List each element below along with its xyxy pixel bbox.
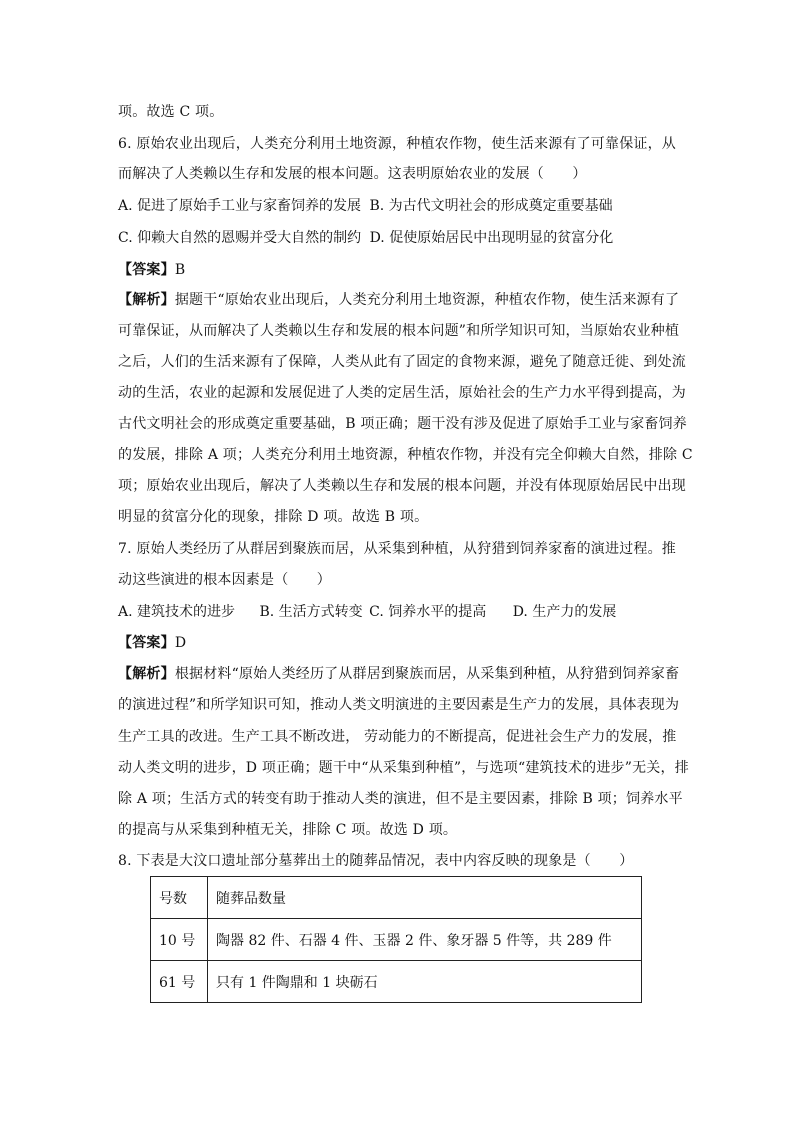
answer-line xyxy=(118,633,678,653)
option-c: C. 仰赖大自然的恩赐并受大自然的制约 xyxy=(118,230,362,246)
explanation-text: 根据材料“原始人类经历了从群居到聚族而居，从采集到种植，从狩猎到饲养家畜 xyxy=(174,666,680,682)
question-7-text: 动这些演进的根本因素是（ ） xyxy=(118,572,331,588)
question-7-options-row xyxy=(118,602,678,622)
explanation-line: 明显的贫富分化的现象，排除 D 项。故选 B 项。 xyxy=(118,509,429,525)
question-6-text: 6. 原始农业出现后，人类充分利用土地资源，种植农作物，使生活来源有了可靠保证，从 xyxy=(118,136,677,152)
table-row xyxy=(151,961,642,1003)
explanation-line: 之后，人们的生活来源有了保障，人类从此有了固定的食物来源，避免了随意迁徙、到处流 xyxy=(118,354,686,370)
explanation-line: 动人类文明的进步，D 项正确；题干中“从采集到种植”，与选项“建筑技术的进步”无关，排 xyxy=(118,760,689,776)
table-header-row xyxy=(151,877,642,919)
question-6-options-row-1 xyxy=(118,196,678,216)
answer-value: B xyxy=(174,262,186,278)
option-b: B. 为古代文明社会的形成奠定重要基础 xyxy=(369,198,613,214)
explanation-line: 项；原始农业出现后，解决了人类赖以生存和发展的根本问题，并没有体现原始居民中出现 xyxy=(118,478,686,494)
table-header-cell: 随葬品数量 xyxy=(208,877,642,919)
explanation-line: 的演进过程”和所学知识可知，推动人类文明演进的主要因素是生产力的发展，具体表现为 xyxy=(118,697,680,713)
table-cell: 陶器 82 件、石器 4 件、玉器 2 件、象牙器 5 件等，共 289 件 xyxy=(208,919,642,961)
explanation-line: 古代文明社会的形成奠定重要基础，B 项正确；题干没有涉及促进了原始手工业与家畜饲养 xyxy=(118,416,687,432)
table-cell: 61 号 xyxy=(151,961,208,1003)
burial-goods-table xyxy=(150,876,642,1003)
explanation-line: 动的生活，农业的起源和发展促进了人类的定居生活，原始社会的生产力水平得到提高，为 xyxy=(118,385,686,401)
question-6-text: 而解决了人类赖以生存和发展的根本问题。这表明原始农业的发展（ ） xyxy=(118,166,587,182)
answer-line xyxy=(118,260,678,280)
option-a: A. 建筑技术的进步 xyxy=(118,604,236,620)
option-c: C. 饲养水平的提高 xyxy=(369,604,487,620)
table-row xyxy=(151,919,642,961)
explanation-line: 生产工具的改进。生产工具不断改进， 劳动能力的不断提高，促进社会生产力的发展，推 xyxy=(118,729,677,745)
option-d: D. 促使原始居民中出现明显的贫富分化 xyxy=(369,230,614,246)
explanation-line: 的发展，排除 A 项；人类充分利用土地资源，种植农作物，并没有完全仰赖大自然，排除 C xyxy=(118,447,693,463)
explanation-text: 据题干“原始农业出现后，人类充分利用土地资源，种植农作物，使生活来源有了 xyxy=(174,292,680,308)
explanation-line xyxy=(118,664,678,684)
answer-label: 【答案】 xyxy=(118,635,175,651)
explanation-line: 可靠保证，从而解决了人类赖以生存和发展的根本问题”和所学知识可知，当原始农业种植 xyxy=(118,323,680,339)
option-a: A. 促进了原始手工业与家畜饲养的发展 xyxy=(118,198,362,214)
table-cell: 只有 1 件陶鼎和 1 块砺石 xyxy=(208,961,642,1003)
question-8-text: 8. 下表是大汶口遗址部分墓葬出土的随葬品情况，表中内容反映的现象是（ ） xyxy=(118,853,634,869)
explanation-label: 【解析】 xyxy=(118,292,175,308)
question-6-options-row-2 xyxy=(118,228,678,248)
question-7-text: 7. 原始人类经历了从群居到聚族而居，从采集到种植，从狩猎到饲养家畜的演进过程。推 xyxy=(118,541,677,557)
explanation-line: 除 A 项；生活方式的转变有助于推动人类的演进，但不是主要因素，排除 B 项；饲养水平 xyxy=(118,791,683,807)
option-d: D. 生产力的发展 xyxy=(512,604,617,620)
explanation-line: 的提高与从采集到种植无关，排除 C 项。故选 D 项。 xyxy=(118,822,458,838)
explanation-label: 【解析】 xyxy=(118,666,175,682)
answer-value: D xyxy=(174,635,187,651)
option-b: B. 生活方式转变 xyxy=(259,604,363,620)
table-header-cell: 号数 xyxy=(151,877,208,919)
table-cell: 10 号 xyxy=(151,919,208,961)
explanation-line xyxy=(118,290,678,310)
answer-label: 【答案】 xyxy=(118,262,175,278)
paragraph-line: 项。故选 C 项。 xyxy=(118,104,224,120)
